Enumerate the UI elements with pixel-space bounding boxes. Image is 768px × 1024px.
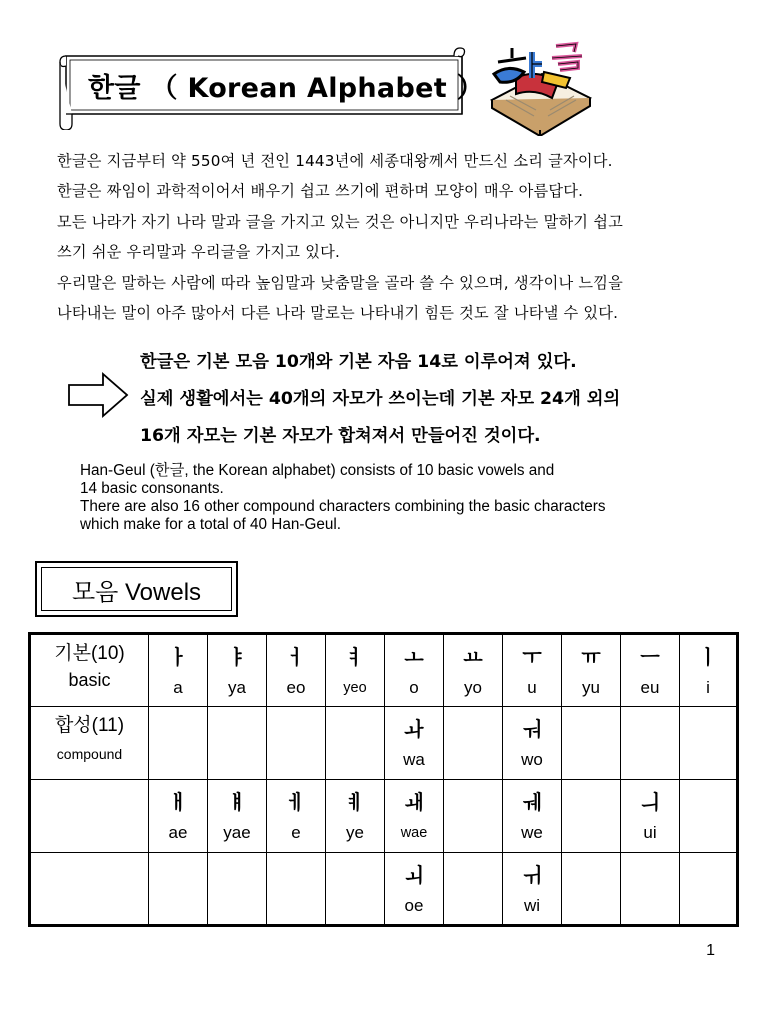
vowel-cell <box>149 780 208 853</box>
empty-cell <box>562 707 621 780</box>
english-line: Han-Geul (한글, the Korean alphabet) consists of 10 basic vowels and <box>80 462 555 479</box>
vowel-char: ㅓ <box>286 645 306 669</box>
vowel-char: ㅘ <box>404 717 424 741</box>
summary-text <box>140 344 760 455</box>
basic-vowel-row <box>30 634 738 707</box>
empty-cell <box>444 707 503 780</box>
vowel-char: ㅟ <box>522 863 542 887</box>
vowel-char: ㅕ <box>345 645 365 669</box>
empty-cell <box>208 707 267 780</box>
vowel-char: ㅣ <box>698 645 718 669</box>
summary-line: 한글은 기본 모음 10개와 기본 자음 14로 이루어져 있다. <box>140 352 577 372</box>
vowel-cell <box>503 853 562 926</box>
vowel-cell <box>385 780 444 853</box>
empty-cell <box>267 707 326 780</box>
vowel-cell <box>208 634 267 707</box>
vowel-char: ㅡ <box>640 645 660 669</box>
empty-cell <box>562 780 621 853</box>
compound-vowel-row <box>30 707 738 780</box>
vowel-char: ㅜ <box>522 645 542 669</box>
english-line: 14 basic consonants. <box>80 480 224 497</box>
empty-header-cell <box>30 780 149 853</box>
title-banner <box>58 44 484 130</box>
vowel-romanization: wae <box>400 825 428 841</box>
empty-cell <box>208 853 267 926</box>
compound-header-cell <box>30 707 149 780</box>
vowel-char: ㅑ <box>227 645 247 669</box>
vowel-cell <box>385 853 444 926</box>
basic-header-en: basic <box>68 670 111 690</box>
vowel-char: ㅒ <box>227 790 247 814</box>
intro-line: 한글은 지금부터 약 550여 년 전인 1443년에 세종대왕께서 만드신 소리 글자이다. <box>57 152 613 170</box>
vowel-cell <box>267 634 326 707</box>
empty-cell <box>680 707 738 780</box>
vowel-romanization: oe <box>404 896 424 915</box>
vowel-char: ㅏ <box>168 645 188 669</box>
vowel-cell <box>208 780 267 853</box>
vowel-romanization: wi <box>523 896 541 915</box>
vowel-cell <box>444 634 503 707</box>
empty-cell <box>621 707 680 780</box>
empty-cell <box>621 853 680 926</box>
vowel-char: ㅚ <box>404 863 424 887</box>
vowel-romanization: we <box>521 823 543 842</box>
vowel-romanization: wo <box>521 750 543 769</box>
english-paragraph <box>80 462 740 534</box>
basic-header-ko: 기본(10) <box>54 643 125 664</box>
vowel-cell <box>326 780 385 853</box>
page-title: 한글 （ Korean Alphabet ） <box>88 73 484 104</box>
intro-line: 나타내는 말이 아주 많아서 다른 나라 말로는 나타내기 힘든 것도 잘 나타낼 수 있다. <box>57 303 619 322</box>
empty-header-cell <box>30 853 149 926</box>
right-arrow-icon <box>67 372 129 422</box>
vowel-romanization: yu <box>582 678 600 697</box>
vowel-cell <box>621 780 680 853</box>
vowel-char: ㅝ <box>522 717 542 741</box>
vowel-romanization: yae <box>223 823 251 842</box>
vowel-cell <box>503 780 562 853</box>
vowel-romanization: eu <box>640 678 660 697</box>
empty-cell <box>326 853 385 926</box>
vowel-romanization: i <box>706 678 710 697</box>
compound-vowel-row <box>30 780 738 853</box>
vowel-char: ㅞ <box>522 790 542 814</box>
vowel-cell <box>385 634 444 707</box>
summary-line: 16개 자모는 기본 자모가 합쳐져서 만들어진 것이다. <box>140 426 541 446</box>
vowel-cell <box>680 634 738 707</box>
section-heading-box <box>35 561 238 617</box>
vowel-char: ㅠ <box>581 645 601 669</box>
empty-cell <box>149 853 208 926</box>
empty-cell <box>562 853 621 926</box>
empty-cell <box>444 780 503 853</box>
vowel-romanization: ye <box>346 823 364 842</box>
intro-line: 쓰기 쉬운 우리말과 우리글을 가지고 있다. <box>57 243 340 262</box>
english-line: There are also 16 other compound characters combining the basic characters <box>80 498 606 515</box>
intro-line: 한글은 짜임이 과학적이어서 배우기 쉽고 쓰기에 편하며 모양이 매우 아름답다. <box>57 182 584 201</box>
vowel-romanization: yo <box>464 678 482 697</box>
empty-cell <box>680 780 738 853</box>
english-line: which make for a total of 40 Han-Geul. <box>80 516 342 533</box>
compound-vowel-row <box>30 853 738 926</box>
vowel-romanization: o <box>409 678 419 697</box>
summary-line: 실제 생활에서는 40개의 자모가 쓰이는데 기본 자모 24개 외의 <box>140 389 621 409</box>
vowel-cell <box>385 707 444 780</box>
vowel-romanization: eo <box>286 678 306 697</box>
empty-cell <box>149 707 208 780</box>
book-illustration <box>486 38 594 136</box>
basic-header-cell <box>30 634 149 707</box>
vowel-cell <box>326 634 385 707</box>
vowel-cell <box>267 780 326 853</box>
intro-line: 모든 나라가 자기 나라 말과 글을 가지고 있는 것은 아니지만 우리나라는 말하기 쉽고 <box>57 212 623 231</box>
vowel-char: ㅢ <box>640 790 660 814</box>
vowel-char: ㅖ <box>345 790 365 814</box>
intro-line: 우리말은 말하는 사람에 따라 높임말과 낮춤말을 골라 쓸 수 있으며, 생각이나 느낌을 <box>57 273 623 292</box>
vowel-romanization: u <box>527 678 537 697</box>
vowel-romanization: wa <box>403 750 425 769</box>
section-heading: 모음 Vowels <box>41 567 232 611</box>
intro-paragraph <box>57 146 737 328</box>
compound-header-en: compound <box>56 746 123 762</box>
empty-cell <box>680 853 738 926</box>
empty-cell <box>267 853 326 926</box>
vowel-cell <box>562 634 621 707</box>
page-number: 1 <box>706 942 715 959</box>
vowel-romanization: a <box>173 678 183 697</box>
vowel-cell <box>149 634 208 707</box>
vowel-romanization: yeo <box>343 680 367 696</box>
vowel-char: ㅛ <box>463 645 483 669</box>
vowel-romanization: ya <box>228 678 246 697</box>
vowel-cell <box>621 634 680 707</box>
compound-header-ko: 합성(11) <box>54 715 125 736</box>
vowel-romanization: ae <box>168 823 188 842</box>
vowel-char: ㅗ <box>404 645 424 669</box>
vowel-char: ㅔ <box>286 790 306 814</box>
vowel-romanization: ui <box>643 823 657 842</box>
vowel-cell <box>503 707 562 780</box>
vowel-char: ㅙ <box>404 790 424 814</box>
vowel-romanization: e <box>291 823 301 842</box>
vowel-char: ㅐ <box>168 790 188 814</box>
vowel-table <box>28 632 739 927</box>
vowel-cell <box>503 634 562 707</box>
empty-cell <box>326 707 385 780</box>
empty-cell <box>444 853 503 926</box>
